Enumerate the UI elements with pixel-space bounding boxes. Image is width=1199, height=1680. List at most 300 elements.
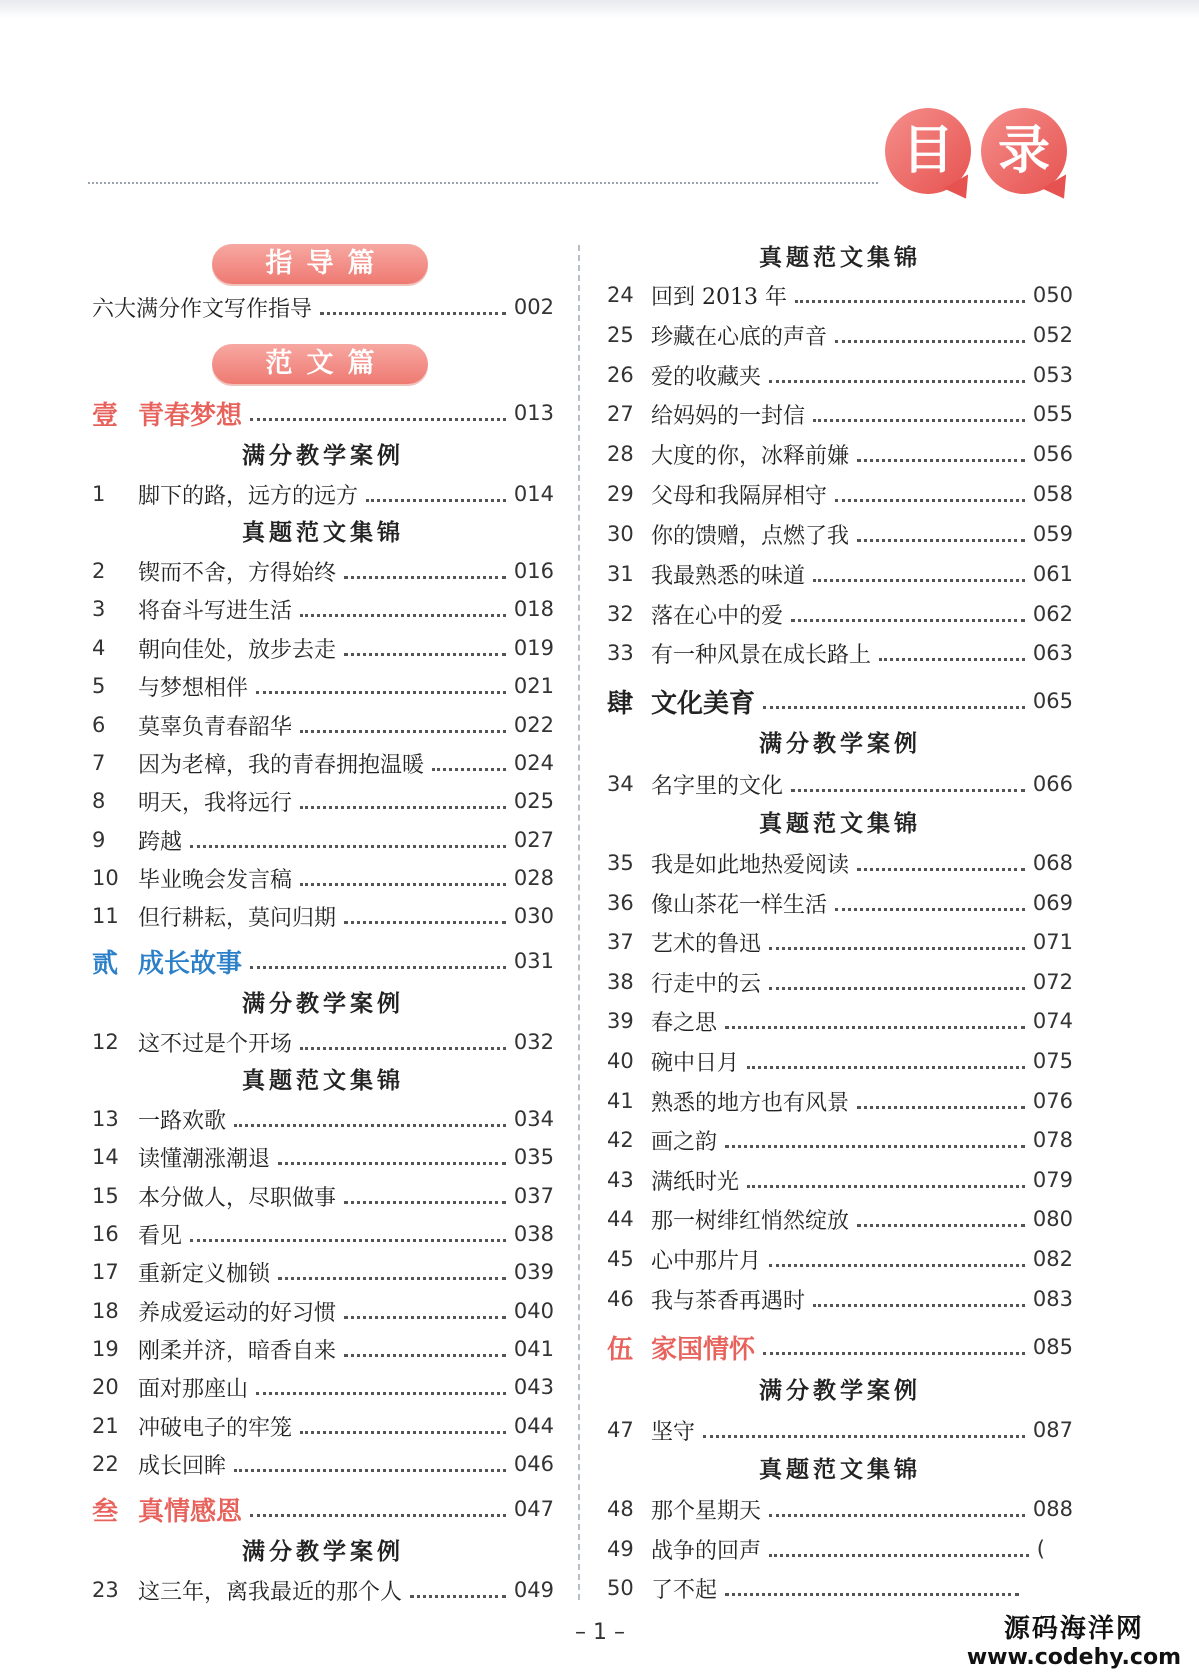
toc-entry[interactable] xyxy=(607,1084,1073,1118)
section-page: 031 xyxy=(513,949,554,973)
entry-title: 脚下的路，远方的远方 xyxy=(138,483,359,509)
toc-entry[interactable] xyxy=(607,358,1073,392)
section-number: 肆 xyxy=(607,688,634,719)
toc-entry[interactable] xyxy=(92,1102,554,1136)
leader-dots xyxy=(857,1106,1025,1109)
section-wenhua-meiyu[interactable] xyxy=(607,684,1073,718)
entry-number: 3 xyxy=(92,597,106,621)
leader-dots xyxy=(278,1162,506,1165)
toc-entry[interactable] xyxy=(607,1242,1073,1276)
entry-page: 061 xyxy=(1032,562,1073,586)
subheading-exam-essays: 真题范文集锦 xyxy=(759,245,921,271)
subheading-exam-essays: 真题范文集锦 xyxy=(759,1457,921,1483)
toc-entry[interactable] xyxy=(607,597,1073,631)
entry-number: 18 xyxy=(92,1299,119,1323)
toc-entry[interactable] xyxy=(607,278,1073,312)
entry-page: ( xyxy=(1036,1537,1045,1561)
toc-entry[interactable] xyxy=(92,708,554,742)
entry-title: 将奋斗写进生活 xyxy=(138,598,293,624)
toc-entry[interactable] xyxy=(607,767,1073,801)
entry-title: 画之韵 xyxy=(651,1129,718,1155)
leader-dots xyxy=(344,1354,506,1357)
entry-title: 有一种风景在成长路上 xyxy=(651,642,872,668)
entry-title: 爱的收藏夹 xyxy=(651,364,762,390)
entry-number: 34 xyxy=(607,772,634,796)
entry-page: 080 xyxy=(1032,1207,1073,1231)
entry-number: 42 xyxy=(607,1128,634,1152)
entry-number: 17 xyxy=(92,1260,119,1284)
toc-entry[interactable] xyxy=(607,965,1073,999)
entry-number: 20 xyxy=(92,1375,119,1399)
toc-entry[interactable] xyxy=(92,1294,554,1328)
toc-entry[interactable] xyxy=(92,1573,554,1607)
toc-entry[interactable] xyxy=(607,397,1073,431)
leader-dots xyxy=(769,1514,1025,1517)
entry-title: 珍藏在心底的声音 xyxy=(651,324,828,350)
section-title: 成长故事 xyxy=(138,948,243,979)
entry-number: 1 xyxy=(92,482,106,506)
entry-page: 088 xyxy=(1032,1497,1073,1521)
entry-page: 079 xyxy=(1032,1168,1073,1192)
entry-page: 043 xyxy=(513,1375,554,1399)
leader-dots xyxy=(725,1026,1025,1029)
entry-number: 16 xyxy=(92,1222,119,1246)
toc-entry[interactable] xyxy=(607,1044,1073,1078)
leader-dots xyxy=(857,1224,1025,1227)
entry-page: 019 xyxy=(513,636,554,660)
leader-dots xyxy=(344,653,506,656)
leader-dots xyxy=(813,1304,1025,1307)
toc-title xyxy=(885,108,1075,198)
entry-title: 我是如此地热爱阅读 xyxy=(651,852,850,878)
leader-dots xyxy=(234,1124,506,1127)
entry-title: 这不过是个开场 xyxy=(138,1031,293,1057)
watermark-url: www.codehy.com xyxy=(966,1645,1181,1670)
entry-page: 018 xyxy=(513,597,554,621)
leader-dots xyxy=(835,340,1025,343)
toc-entry[interactable] xyxy=(92,1179,554,1213)
toc-entry[interactable] xyxy=(92,592,554,626)
page-top-shade xyxy=(0,0,1199,18)
leader-dots xyxy=(190,1239,506,1242)
leader-dots xyxy=(250,966,506,969)
leader-dots xyxy=(769,1264,1025,1267)
entry-page: 016 xyxy=(513,559,554,583)
leader-dots xyxy=(300,883,506,886)
entry-title: 看见 xyxy=(138,1223,183,1249)
entry-number: 31 xyxy=(607,562,634,586)
entry-number: 25 xyxy=(607,323,634,347)
entry-number: 49 xyxy=(607,1537,634,1561)
section-zhenqing-gan-en[interactable] xyxy=(92,1492,554,1526)
watermark-name: 源码海洋网 xyxy=(1003,1614,1144,1644)
entry-number: 6 xyxy=(92,713,106,737)
entry-title: 回到 2013 年 xyxy=(651,284,787,310)
entry-title: 春之思 xyxy=(651,1010,718,1036)
leader-dots xyxy=(256,691,506,694)
entry-page: 055 xyxy=(1032,402,1073,426)
leader-dots xyxy=(344,921,506,924)
entry-title: 与梦想相伴 xyxy=(138,675,249,701)
toc-entry[interactable] xyxy=(92,861,554,895)
entry-page: 069 xyxy=(1032,891,1073,915)
entry-title: 熟悉的地方也有风景 xyxy=(651,1090,850,1116)
entry-page: 022 xyxy=(513,713,554,737)
subheading-teaching-case: 满分教学案例 xyxy=(242,1539,404,1565)
entry-title: 战争的回声 xyxy=(651,1538,762,1564)
toc-entry[interactable] xyxy=(607,1571,1027,1605)
leader-dots xyxy=(366,499,506,502)
entry-page: 035 xyxy=(513,1145,554,1169)
toc-entry[interactable] xyxy=(92,746,554,780)
entry-title: 六大满分作文写作指导 xyxy=(92,296,313,322)
leader-dots xyxy=(747,1185,1025,1188)
leader-dots xyxy=(769,987,1025,990)
entry-title: 名字里的文化 xyxy=(651,773,784,799)
entry-page: 032 xyxy=(513,1030,554,1054)
leader-dots xyxy=(857,868,1025,871)
leader-dots xyxy=(300,614,506,617)
toc-entry[interactable] xyxy=(607,1492,1073,1526)
entry-number: 9 xyxy=(92,828,106,852)
leader-dots xyxy=(250,1514,506,1517)
entry-title: 一路欢歌 xyxy=(138,1108,227,1134)
subheading-teaching-case: 满分教学案例 xyxy=(759,731,921,757)
leader-dots xyxy=(703,1435,1025,1438)
entry-title: 艺术的鲁迅 xyxy=(651,931,762,957)
leader-dots xyxy=(725,1593,1019,1596)
entry-title: 刚柔并济，暗香自来 xyxy=(138,1338,337,1364)
section-title: 真情感恩 xyxy=(138,1496,243,1527)
entry-title: 朝向佳处，放步去走 xyxy=(138,637,337,663)
entry-page: 071 xyxy=(1032,930,1073,954)
entry-title: 行走中的云 xyxy=(651,971,762,997)
leader-dots xyxy=(763,1352,1025,1355)
entry-page: 062 xyxy=(1032,602,1073,626)
entry-page: 049 xyxy=(513,1578,554,1602)
toc-entry[interactable] xyxy=(607,318,1073,352)
entry-title: 这三年，离我最近的那个人 xyxy=(138,1579,403,1605)
part-header-model-essays: 范文篇 xyxy=(212,344,428,384)
entry-number: 30 xyxy=(607,522,634,546)
entry-title: 那个星期天 xyxy=(651,1498,762,1524)
toc-entry[interactable] xyxy=(607,1532,1045,1566)
entry-page: 044 xyxy=(513,1414,554,1438)
entry-title: 我最熟悉的味道 xyxy=(651,563,806,589)
section-number: 贰 xyxy=(92,948,119,979)
toc-entry[interactable] xyxy=(92,1370,554,1404)
toc-entry[interactable] xyxy=(92,1140,554,1174)
entry-page: 041 xyxy=(513,1337,554,1361)
entry-number: 10 xyxy=(92,866,119,890)
entry-page: 052 xyxy=(1032,323,1073,347)
entry-page: 075 xyxy=(1032,1049,1073,1073)
entry-page: 076 xyxy=(1032,1089,1073,1113)
toc-entry[interactable] xyxy=(607,1282,1073,1316)
leader-dots xyxy=(769,1554,1029,1557)
leader-dots xyxy=(835,499,1025,502)
entry-number: 27 xyxy=(607,402,634,426)
entry-title: 本分做人，尽职做事 xyxy=(138,1185,337,1211)
entry-number: 15 xyxy=(92,1184,119,1208)
entry-page: 038 xyxy=(513,1222,554,1246)
leader-dots xyxy=(857,539,1025,542)
entry-page: 014 xyxy=(513,482,554,506)
entry-number: 50 xyxy=(607,1576,634,1600)
leader-dots xyxy=(835,908,1025,911)
leader-dots xyxy=(813,419,1025,422)
entry-page: 050 xyxy=(1032,283,1073,307)
entry-number: 29 xyxy=(607,482,634,506)
entry-number: 36 xyxy=(607,891,634,915)
entry-number: 46 xyxy=(607,1287,634,1311)
entry-number: 33 xyxy=(607,641,634,665)
entry-number: 4 xyxy=(92,636,106,660)
entry-page: 046 xyxy=(513,1452,554,1476)
section-page: 013 xyxy=(513,401,554,425)
toc-entry[interactable] xyxy=(607,1123,1073,1157)
subheading-teaching-case: 满分教学案例 xyxy=(242,443,404,469)
entry-title: 莫辜负青春韶华 xyxy=(138,714,293,740)
toc-entry[interactable] xyxy=(92,554,554,588)
entry-number: 23 xyxy=(92,1578,119,1602)
entry-page: 058 xyxy=(1032,482,1073,506)
leader-dots xyxy=(344,576,506,579)
toc-entry[interactable] xyxy=(607,517,1073,551)
subheading-teaching-case: 满分教学案例 xyxy=(242,991,404,1017)
leader-dots xyxy=(763,706,1025,709)
toc-entry[interactable] xyxy=(92,899,554,933)
entry-title: 满纸时光 xyxy=(651,1169,740,1195)
leader-dots xyxy=(344,1316,506,1319)
top-dotted-rule xyxy=(88,182,878,184)
toc-entry[interactable] xyxy=(92,784,554,818)
section-qingchun-mengxiang[interactable] xyxy=(92,396,554,430)
entry-page: 034 xyxy=(513,1107,554,1131)
entry-title: 父母和我隔屏相守 xyxy=(651,483,828,509)
entry-number: 21 xyxy=(92,1414,119,1438)
entry-page: 027 xyxy=(513,828,554,852)
entry-title: 毕业晚会发言稿 xyxy=(138,867,293,893)
section-title: 文化美育 xyxy=(651,688,756,719)
entry-page: 068 xyxy=(1032,851,1073,875)
toc-entry[interactable] xyxy=(607,1202,1073,1236)
leader-dots xyxy=(320,312,506,315)
section-page: 047 xyxy=(513,1497,554,1521)
entry-page: 002 xyxy=(513,295,554,319)
entry-page: 072 xyxy=(1032,970,1073,994)
leader-dots xyxy=(300,806,506,809)
toc-entry[interactable] xyxy=(92,1332,554,1366)
toc-entry[interactable] xyxy=(607,1413,1073,1447)
entry-page: 063 xyxy=(1032,641,1073,665)
entry-number: 39 xyxy=(607,1009,634,1033)
toc-entry[interactable] xyxy=(607,557,1073,591)
subheading-exam-essays: 真题范文集锦 xyxy=(759,811,921,837)
entry-title: 像山茶花一样生活 xyxy=(651,892,828,918)
entry-title: 冲破电子的牢笼 xyxy=(138,1415,293,1441)
toc-entry[interactable] xyxy=(92,1255,554,1289)
title-bubble-lu xyxy=(981,108,1067,194)
leader-dots xyxy=(344,1201,506,1204)
entry-number: 40 xyxy=(607,1049,634,1073)
entry-page: 053 xyxy=(1032,363,1073,387)
leader-dots xyxy=(278,1277,506,1280)
entry-number: 13 xyxy=(92,1107,119,1131)
entry-page: 037 xyxy=(513,1184,554,1208)
entry-title: 跨越 xyxy=(138,829,183,855)
toc-entry[interactable] xyxy=(92,1447,554,1481)
toc-entry[interactable] xyxy=(607,636,1073,670)
entry-title: 我与茶香再遇时 xyxy=(651,1288,806,1314)
entry-page: 066 xyxy=(1032,772,1073,796)
entry-title: 那一树绯红悄然绽放 xyxy=(651,1208,850,1234)
entry-title: 读懂潮涨潮退 xyxy=(138,1146,271,1172)
entry-number: 45 xyxy=(607,1247,634,1271)
entry-title: 重新定义枷锁 xyxy=(138,1261,271,1287)
entry-title: 你的馈赠，点燃了我 xyxy=(651,523,850,549)
title-bubble-mu xyxy=(885,108,971,194)
entry-title: 坚守 xyxy=(651,1419,696,1445)
site-watermark xyxy=(959,1604,1189,1674)
leader-dots xyxy=(769,380,1025,383)
section-number: 伍 xyxy=(607,1334,634,1365)
entry-number: 11 xyxy=(92,904,119,928)
entry-page: 078 xyxy=(1032,1128,1073,1152)
entry-page: 087 xyxy=(1032,1418,1073,1442)
entry-page: 074 xyxy=(1032,1009,1073,1033)
entry-title: 养成爱运动的好习惯 xyxy=(138,1300,337,1326)
entry-title: 明天，我将远行 xyxy=(138,790,293,816)
entry-page: 028 xyxy=(513,866,554,890)
toc-entry[interactable] xyxy=(92,1025,554,1059)
entry-number: 38 xyxy=(607,970,634,994)
entry-title: 大度的你，冰释前嫌 xyxy=(651,443,850,469)
leader-dots xyxy=(747,1066,1025,1069)
entry-title: 面对那座山 xyxy=(138,1376,249,1402)
toc-entry[interactable] xyxy=(607,925,1073,959)
leader-dots xyxy=(879,658,1025,661)
toc-entry-guide[interactable] xyxy=(92,290,554,324)
entry-page: 030 xyxy=(513,904,554,928)
title-char-lu: 录 xyxy=(997,121,1050,181)
entry-number: 48 xyxy=(607,1497,634,1521)
leader-dots xyxy=(795,300,1025,303)
column-divider xyxy=(578,245,580,1600)
toc-entry[interactable] xyxy=(92,669,554,703)
toc-entry[interactable] xyxy=(607,846,1073,880)
entry-title: 但行耕耘，莫问归期 xyxy=(138,905,337,931)
toc-entry[interactable] xyxy=(92,631,554,665)
leader-dots xyxy=(256,1392,506,1395)
leader-dots xyxy=(813,579,1025,582)
entry-number: 35 xyxy=(607,851,634,875)
leader-dots xyxy=(410,1595,506,1598)
entry-number: 43 xyxy=(607,1168,634,1192)
entry-title: 落在心中的爱 xyxy=(651,603,784,629)
entry-page: 039 xyxy=(513,1260,554,1284)
toc-entry[interactable] xyxy=(92,823,554,857)
entry-number: 26 xyxy=(607,363,634,387)
entry-title: 锲而不舍，方得始终 xyxy=(138,560,337,586)
entry-title: 给妈妈的一封信 xyxy=(651,403,806,429)
entry-title: 碗中日月 xyxy=(651,1050,740,1076)
toc-entry[interactable] xyxy=(92,1217,554,1251)
entry-page: 025 xyxy=(513,789,554,813)
entry-page: 082 xyxy=(1032,1247,1073,1271)
section-title: 家国情怀 xyxy=(651,1334,756,1365)
entry-number: 32 xyxy=(607,602,634,626)
toc-entry[interactable] xyxy=(607,1004,1073,1038)
subheading-teaching-case: 满分教学案例 xyxy=(759,1378,921,1404)
section-jiaguo-qinghuai[interactable] xyxy=(607,1330,1073,1364)
entry-number: 2 xyxy=(92,559,106,583)
toc-entry[interactable] xyxy=(607,886,1073,920)
leader-dots xyxy=(234,1469,506,1472)
leader-dots xyxy=(300,730,506,733)
entry-page: 059 xyxy=(1032,522,1073,546)
title-char-mu: 目 xyxy=(901,121,954,181)
entry-page: 056 xyxy=(1032,442,1073,466)
toc-entry[interactable] xyxy=(607,477,1073,511)
part-header-guide: 指导篇 xyxy=(212,244,428,284)
entry-number: 8 xyxy=(92,789,106,813)
entry-number: 44 xyxy=(607,1207,634,1231)
toc-entry[interactable] xyxy=(607,1163,1073,1197)
leader-dots xyxy=(432,768,506,771)
toc-entry[interactable] xyxy=(92,477,554,511)
entry-number: 5 xyxy=(92,674,106,698)
toc-entry[interactable] xyxy=(607,437,1073,471)
subheading-exam-essays: 真题范文集锦 xyxy=(242,1068,404,1094)
entry-title: 成长回眸 xyxy=(138,1453,227,1479)
entry-number: 19 xyxy=(92,1337,119,1361)
entry-page: 021 xyxy=(513,674,554,698)
entry-number: 22 xyxy=(92,1452,119,1476)
subheading-exam-essays: 真题范文集锦 xyxy=(242,520,404,546)
section-title: 青春梦想 xyxy=(138,400,243,431)
leader-dots xyxy=(725,1145,1025,1148)
leader-dots xyxy=(769,947,1025,950)
leader-dots xyxy=(791,619,1025,622)
leader-dots xyxy=(857,459,1025,462)
leader-dots xyxy=(791,789,1025,792)
section-page: 085 xyxy=(1032,1335,1073,1359)
entry-number: 37 xyxy=(607,930,634,954)
entry-number: 47 xyxy=(607,1418,634,1442)
page-number: – 1 – xyxy=(575,1620,625,1645)
entry-number: 12 xyxy=(92,1030,119,1054)
entry-number: 41 xyxy=(607,1089,634,1113)
leader-dots xyxy=(300,1047,506,1050)
entry-page: 024 xyxy=(513,751,554,775)
leader-dots xyxy=(190,845,506,848)
leader-dots xyxy=(250,418,506,421)
section-page: 065 xyxy=(1032,689,1073,713)
section-number: 壹 xyxy=(92,400,119,431)
section-chengzhang-gushi[interactable] xyxy=(92,944,554,978)
entry-page: 040 xyxy=(513,1299,554,1323)
leader-dots xyxy=(300,1431,506,1434)
entry-number: 24 xyxy=(607,283,634,307)
entry-title: 因为老樟，我的青春拥抱温暖 xyxy=(138,752,425,778)
section-number: 叁 xyxy=(92,1496,119,1527)
entry-number: 7 xyxy=(92,751,106,775)
entry-number: 28 xyxy=(607,442,634,466)
entry-page: 083 xyxy=(1032,1287,1073,1311)
toc-entry[interactable] xyxy=(92,1409,554,1443)
entry-title: 心中那片月 xyxy=(651,1248,762,1274)
